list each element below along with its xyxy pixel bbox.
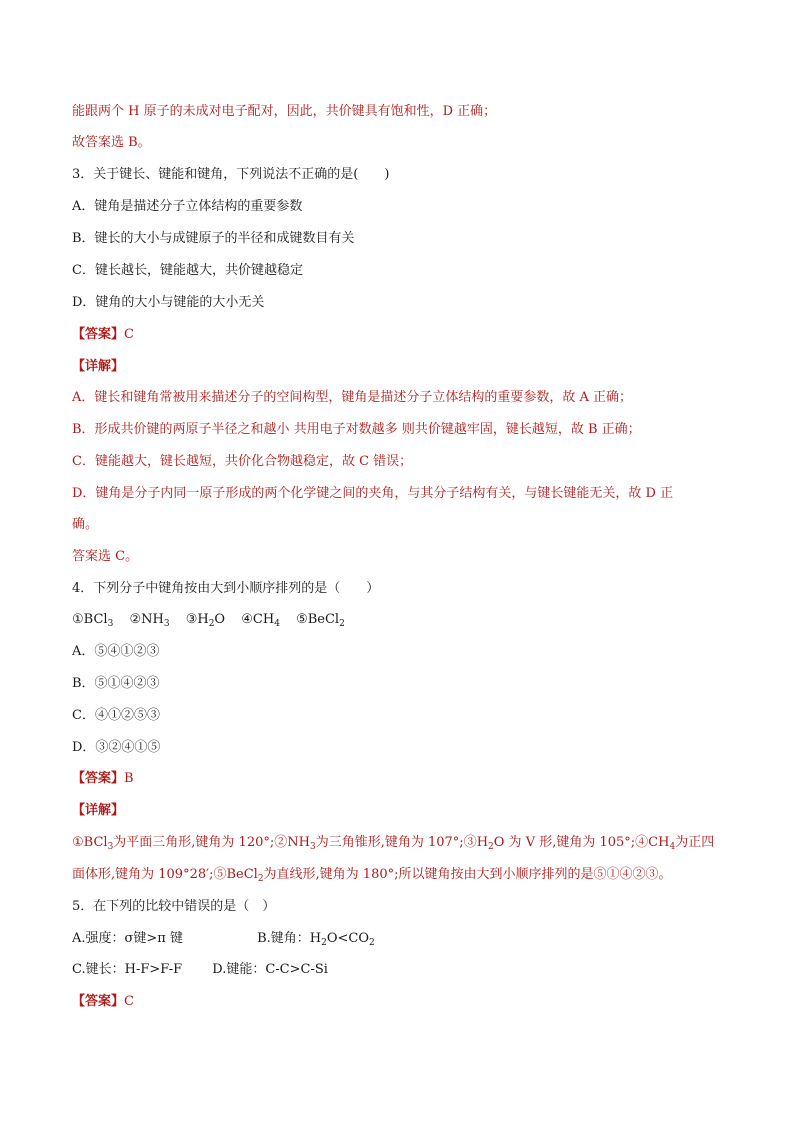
question-3-option-d: D．键角的大小与键能的大小无关 xyxy=(72,295,265,310)
answer-label: 【答案】 xyxy=(72,771,125,786)
question-4-option-b: B．⑤①④②③ xyxy=(72,676,160,691)
question-3-option-c: C．键长越长，键能越大，共价键越稳定 xyxy=(72,263,303,278)
item-3: $③H_2O$ xyxy=(185,612,226,629)
question-4-stem: 4．下列分子中键角按由大到小顺序排列的是（ ） xyxy=(72,581,380,596)
question-3-detail-d-1: D．键角是分子内同一原子形成的两个化学键之间的夹角，与其分子结构有关，与键长键能无关，故 D 正 xyxy=(72,486,674,501)
question-3-conclusion: 答案选 C。 xyxy=(72,549,139,564)
item-5: ⑤BeCl$_2$ xyxy=(296,612,345,629)
item-1: ①BCl$_3$ xyxy=(72,612,114,629)
question-5-option-a: A.强度：σ键>π 键 xyxy=(72,931,183,946)
question-4-items xyxy=(72,611,345,629)
question-3-option-a: A．键角是描述分子立体结构的重要参数 xyxy=(72,199,303,214)
question-5-answer xyxy=(72,993,134,1011)
question-5-option-c: C.键长：H-F>F-F xyxy=(72,962,183,977)
question-4-detail-line-2: 面体形,键角为 109°28′;⑤BeCl$_2$为直线形,键角为 180°;所以键角按由大到小顺序排列的是⑤①④②③。 xyxy=(72,867,672,884)
question-4-option-c: C．④①②⑤③ xyxy=(72,708,160,723)
question-5-option-d: D.键能：C-C>C-Si xyxy=(212,962,328,977)
question-3-detail-b: B．形成共价键的两原子半径之和越小 共用电子对数越多 则共价键越牢固，键长越短，故 B 正确； xyxy=(72,422,641,437)
answer-label: 【答案】 xyxy=(72,994,125,1009)
answer-value: B xyxy=(124,771,134,786)
question-3-answer xyxy=(72,326,134,344)
item-4: $④CH_4$ xyxy=(241,612,280,629)
question-5-option-b: B.键角：$H_2O<CO_2$ xyxy=(257,931,375,948)
question-5-stem: 5．在下列的比较中错误的是（ ） xyxy=(72,899,276,914)
question-4-option-a: A．⑤④①②③ xyxy=(72,644,160,659)
intro-line-2: 故答案选 B。 xyxy=(72,135,151,150)
question-3-detail-a: A．键长和键角常被用来描述分子的空间构型，键角是描述分子立体结构的重要参数，故 A 正确； xyxy=(72,390,633,405)
question-3-detail-d-2: 确。 xyxy=(72,517,99,532)
item-2: $②NH_3$ xyxy=(129,612,170,629)
question-3-detail-label: 【详解】 xyxy=(72,359,125,374)
question-5-options-cd xyxy=(72,961,328,979)
answer-value: C xyxy=(124,327,134,342)
intro-line-1: 能跟两个 H 原子的未成对电子配对，因此，共价键具有饱和性，D 正确； xyxy=(72,104,497,119)
question-4-detail-label: 【详解】 xyxy=(72,803,125,818)
question-3-detail-c: C．键能越大，键长越短，共价化合物越稳定，故 C 错误； xyxy=(72,454,413,469)
question-4-detail-line-1: ①BCl$_3$为平面三角形,键角为 $120^\circ;②NH_3$为三角锥形,键角为 $107^\circ;③H_2O$ 为 V 形,键角为 $105^\circ;④CH_4$为正四 xyxy=(72,835,715,852)
answer-label: 【答案】 xyxy=(72,327,125,342)
question-3-option-b: B．键长的大小与成键原子的半径和成键数目有关 xyxy=(72,231,355,246)
question-3-stem: 3．关于键长、键能和键角，下列说法不正确的是( ) xyxy=(72,167,390,182)
question-4-option-d: D．③②④①⑤ xyxy=(72,740,161,755)
answer-value: C xyxy=(124,994,134,1009)
question-5-options-ab xyxy=(72,930,375,948)
question-4-answer xyxy=(72,770,134,788)
